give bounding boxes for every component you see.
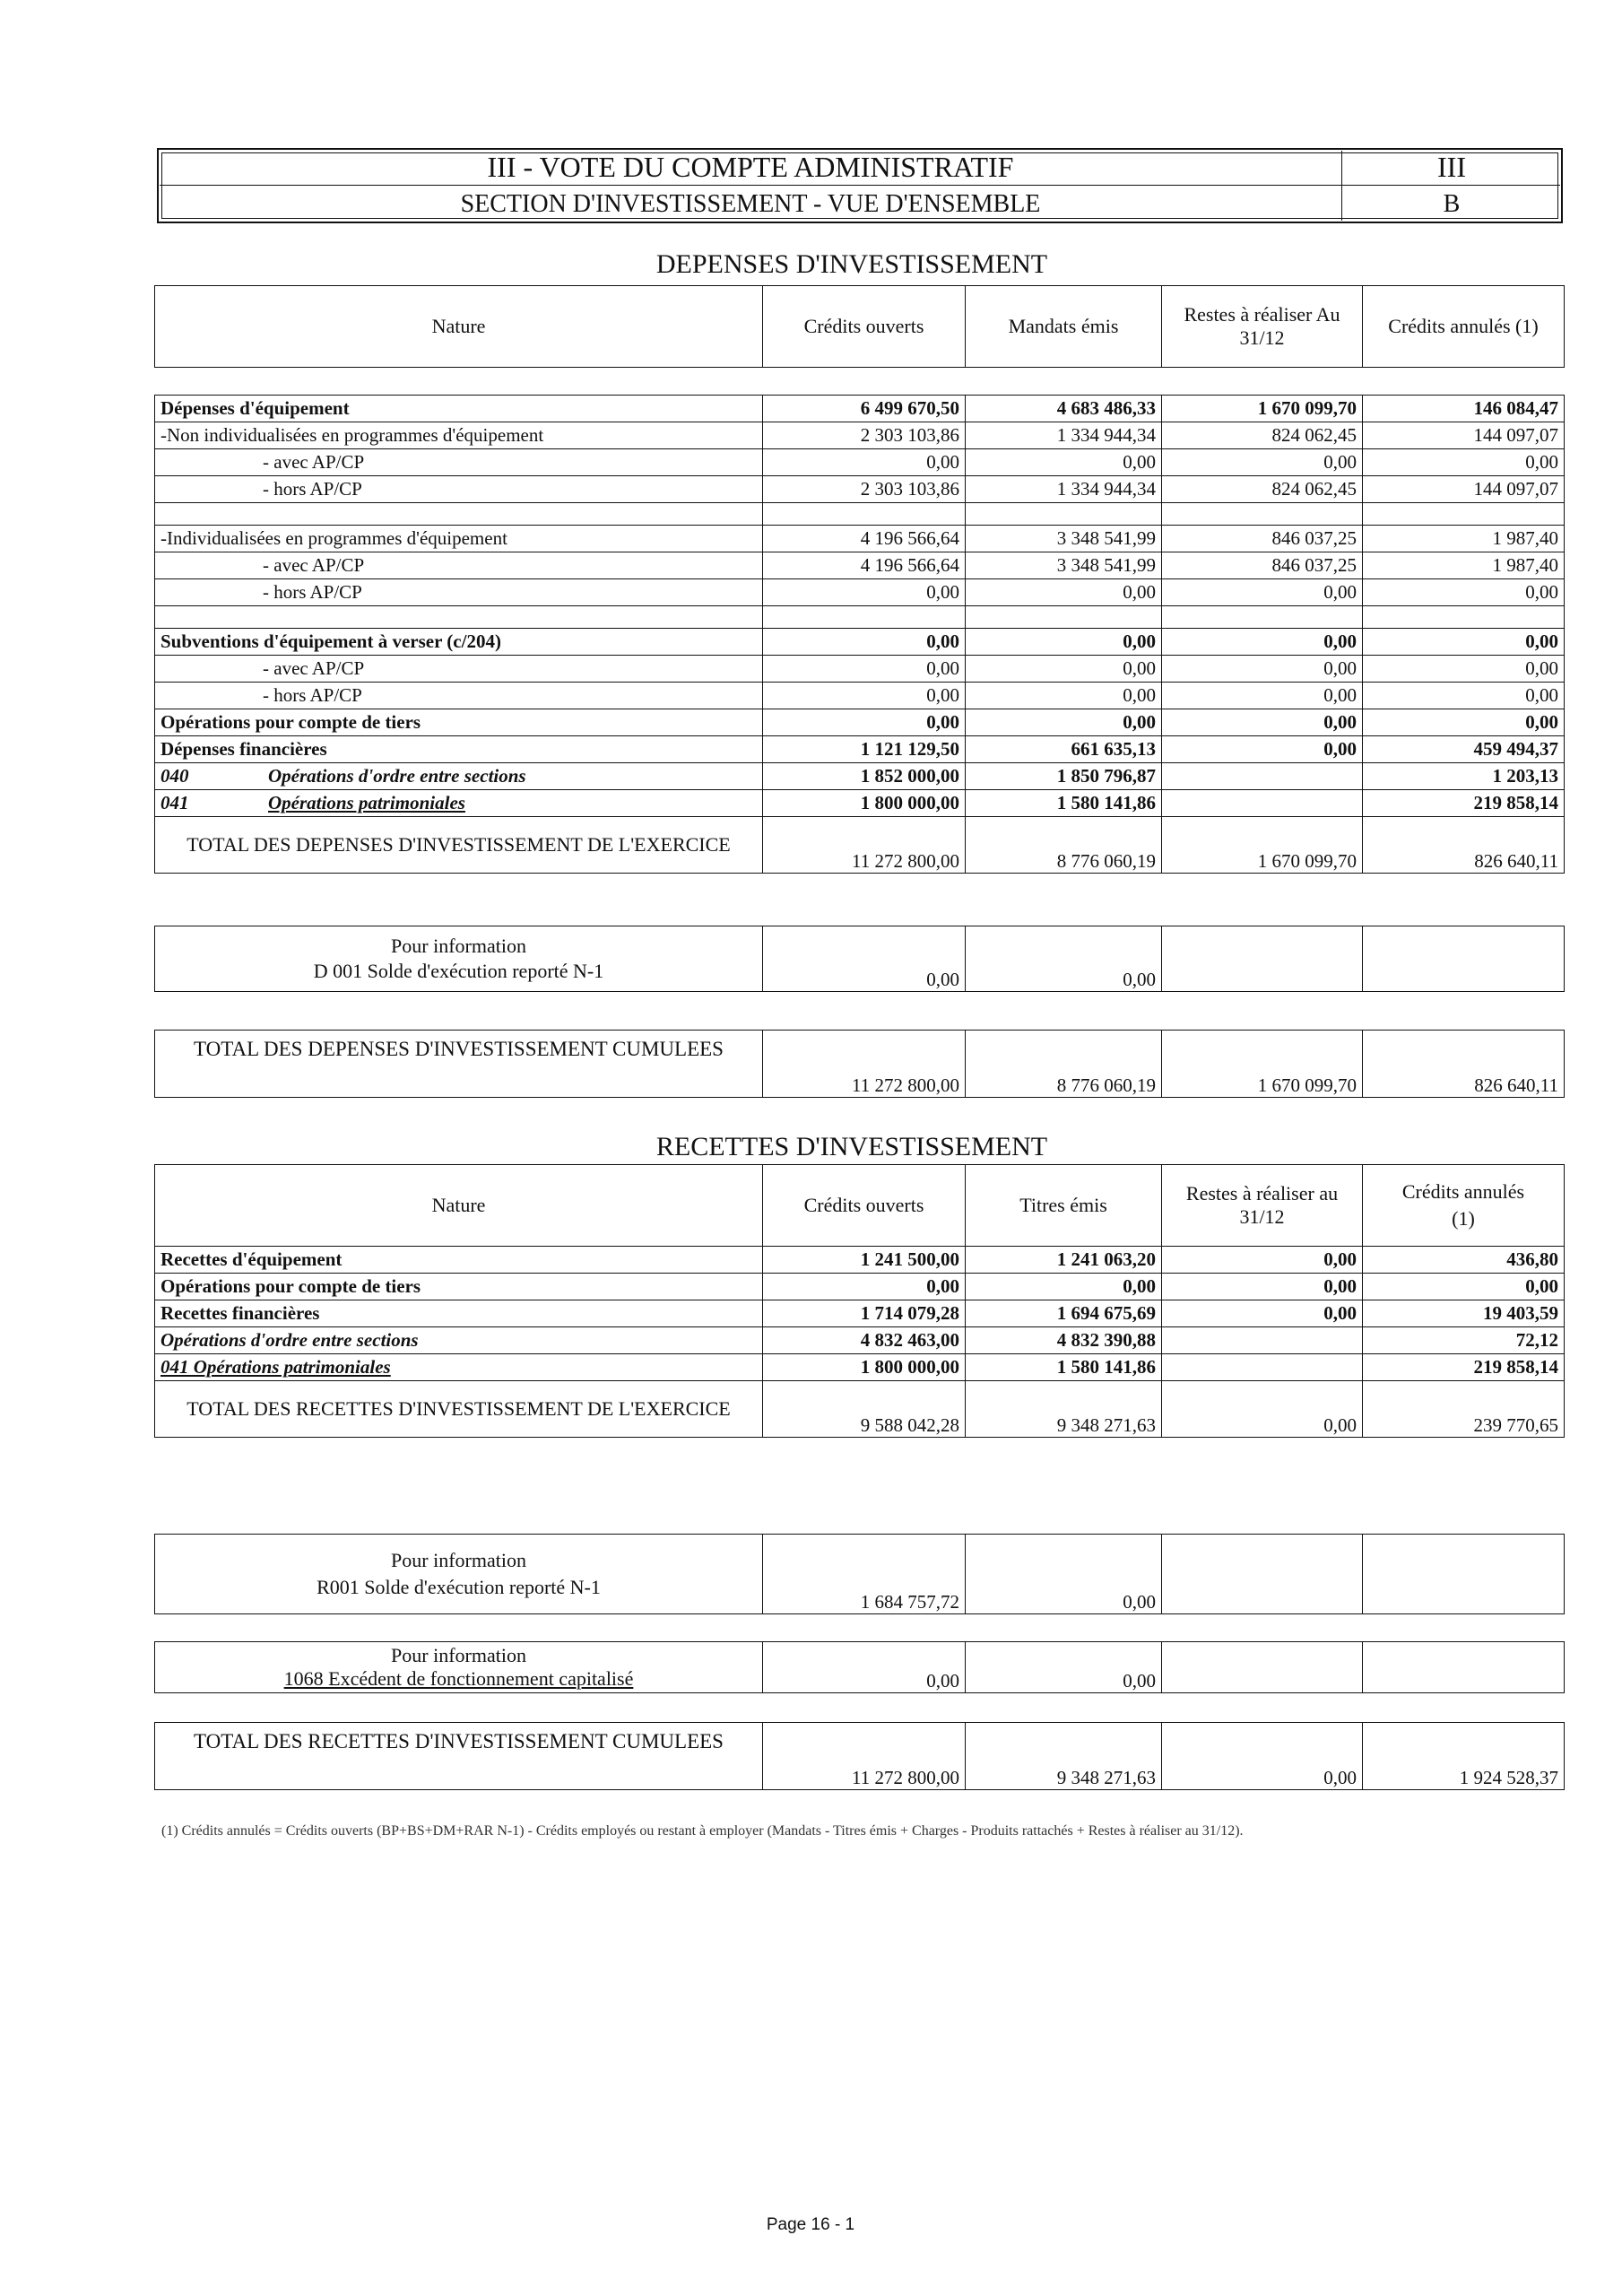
row-value: 0,00 (1162, 449, 1363, 476)
recettes-col-credits: Crédits ouverts (763, 1165, 966, 1247)
table-row (155, 763, 1565, 790)
row-value: 0,00 (1363, 1274, 1565, 1300)
depenses-info-restes (1162, 926, 1363, 992)
recettes-info1-titres: 0,00 (966, 1535, 1162, 1614)
row-value: 0,00 (1162, 1274, 1363, 1300)
row-value: 4 832 463,00 (763, 1327, 966, 1354)
row-value: 0,00 (966, 1274, 1162, 1300)
recettes-info2-titres: 0,00 (966, 1642, 1162, 1693)
row-value: 2 303 103,86 (763, 476, 966, 503)
table-row (155, 709, 1565, 736)
row-value: 6 499 670,50 (763, 396, 966, 422)
depenses-total-mandats: 8 776 060,19 (966, 817, 1162, 874)
row-value (1162, 790, 1363, 817)
row-value: 824 062,45 (1162, 422, 1363, 449)
recettes-info1-annules (1363, 1535, 1565, 1614)
row-label: - hors AP/CP (155, 683, 763, 709)
row-value: 0,00 (966, 709, 1162, 736)
row-label: -Individualisées en programmes d'équipement (155, 526, 763, 552)
row-label: - avec AP/CP (155, 449, 763, 476)
recettes-col-titres: Titres émis (966, 1165, 1162, 1247)
depenses-info-label (155, 926, 763, 992)
row-value: 846 037,25 (1162, 552, 1363, 579)
recettes-cumul-label: TOTAL DES RECETTES D'INVESTISSEMENT CUMULEES (155, 1723, 763, 1790)
table-row (155, 656, 1565, 683)
row-value (1162, 1327, 1363, 1354)
page-title: III - VOTE DU COMPTE ADMINISTRATIF (487, 151, 1014, 183)
depenses-total-credits: 11 272 800,00 (763, 817, 966, 874)
row-value: 0,00 (1363, 449, 1565, 476)
table-row (155, 790, 1565, 817)
row-value: 1 694 675,69 (966, 1300, 1162, 1327)
page-subtitle: SECTION D'INVESTISSEMENT - VUE D'ENSEMBLE (460, 190, 1041, 218)
depenses-cumul-credits: 11 272 800,00 (763, 1031, 966, 1098)
row-value: 0,00 (763, 579, 966, 606)
row-value: 4 683 486,33 (966, 396, 1162, 422)
recettes-info1-credits: 1 684 757,72 (763, 1535, 966, 1614)
table-row (155, 526, 1565, 552)
recettes-total-annules: 239 770,65 (1363, 1381, 1565, 1438)
row-label: Dépenses financières (155, 736, 763, 763)
table-row (155, 396, 1565, 422)
row-label: - hors AP/CP (155, 579, 763, 606)
row-value: 459 494,37 (1363, 736, 1565, 763)
recettes-info1-restes (1162, 1535, 1363, 1614)
row-value: 1 121 129,50 (763, 736, 966, 763)
row-value: 0,00 (763, 656, 966, 683)
depenses-col-mandats: Mandats émis (966, 286, 1162, 368)
row-value: 144 097,07 (1363, 476, 1565, 503)
depenses-total-label: TOTAL DES DEPENSES D'INVESTISSEMENT DE L'EXERCICE (155, 817, 763, 874)
row-value: 3 348 541,99 (966, 552, 1162, 579)
row-value: 846 037,25 (1162, 526, 1363, 552)
row-value (1162, 763, 1363, 790)
row-value: 0,00 (1363, 656, 1565, 683)
row-value: 4 832 390,88 (966, 1327, 1162, 1354)
table-row (155, 1300, 1565, 1327)
row-value: 19 403,59 (1363, 1300, 1565, 1327)
depenses-col-annules: Crédits annulés (1) (1363, 286, 1565, 368)
depenses-info-table (154, 926, 1565, 992)
row-value: 1 987,40 (1363, 526, 1565, 552)
row-value: 0,00 (763, 1274, 966, 1300)
row-value: 0,00 (966, 449, 1162, 476)
depenses-header-table (154, 285, 1565, 368)
row-value: 661 635,13 (966, 736, 1162, 763)
row-value: 0,00 (1162, 736, 1363, 763)
row-value: 1 714 079,28 (763, 1300, 966, 1327)
row-value: 0,00 (1162, 1247, 1363, 1274)
recettes-info2-label-1: Pour information (391, 1644, 526, 1666)
table-row (155, 1327, 1565, 1354)
recettes-total-credits: 9 588 042,28 (763, 1381, 966, 1438)
row-value: 146 084,47 (1363, 396, 1565, 422)
depenses-info-annules (1363, 926, 1565, 992)
row-value: 1 580 141,86 (966, 790, 1162, 817)
recettes-info2-table (154, 1641, 1565, 1693)
row-label: - hors AP/CP (155, 476, 763, 503)
row-value: 0,00 (966, 656, 1162, 683)
page-number: Page 16 - 1 (766, 2215, 855, 2234)
recettes-info2-label-2: 1068 Excédent de fonctionnement capitalisé (283, 1667, 634, 1690)
recettes-cumul-titres: 9 348 271,63 (966, 1723, 1162, 1790)
row-value: 0,00 (763, 629, 966, 656)
row-value: 2 303 103,86 (763, 422, 966, 449)
recettes-cumul-restes: 0,00 (1162, 1723, 1363, 1790)
row-label: Recettes d'équipement (155, 1247, 763, 1274)
row-value: 1 852 000,00 (763, 763, 966, 790)
row-label (155, 790, 763, 817)
row-value: 4 196 566,64 (763, 552, 966, 579)
depenses-cumul-mandats: 8 776 060,19 (966, 1031, 1162, 1098)
row-value: 436,80 (1363, 1247, 1565, 1274)
row-code: 041 (160, 792, 189, 813)
row-label: Opérations pour compte de tiers (155, 709, 763, 736)
header-code-bottom: B (1443, 190, 1461, 218)
depenses-cumul-annules: 826 640,11 (1363, 1031, 1565, 1098)
row-value: 72,12 (1363, 1327, 1565, 1354)
table-spacer (155, 503, 1565, 526)
depenses-info-mandats: 0,00 (966, 926, 1162, 992)
row-code: 040 (160, 765, 189, 787)
row-value: 219 858,14 (1363, 790, 1565, 817)
row-value: 0,00 (966, 579, 1162, 606)
table-row (155, 579, 1565, 606)
recettes-info2-annules (1363, 1642, 1565, 1693)
row-value: 1 800 000,00 (763, 1354, 966, 1381)
row-value (1162, 1354, 1363, 1381)
row-value: 0,00 (966, 683, 1162, 709)
recettes-info2-restes (1162, 1642, 1363, 1693)
table-row (155, 629, 1565, 656)
recettes-info1-label-1: Pour information (391, 1549, 526, 1571)
row-label: Recettes financières (155, 1300, 763, 1327)
depenses-col-credits: Crédits ouverts (763, 286, 966, 368)
row-value: 0,00 (763, 709, 966, 736)
depenses-cumul-table (154, 1030, 1565, 1098)
depenses-total-annules: 826 640,11 (1363, 817, 1565, 874)
row-label: Opérations d'ordre entre sections (155, 1327, 763, 1354)
row-value: 1 241 063,20 (966, 1247, 1162, 1274)
recettes-total-restes: 0,00 (1162, 1381, 1363, 1438)
table-row (155, 552, 1565, 579)
row-value: 1 203,13 (1363, 763, 1565, 790)
row-value: 0,00 (1162, 683, 1363, 709)
row-value: 144 097,07 (1363, 422, 1565, 449)
depenses-info-label-1: Pour information (391, 935, 526, 957)
row-value: 0,00 (763, 683, 966, 709)
depenses-col-nature: Nature (155, 286, 763, 368)
table-row (155, 683, 1565, 709)
row-value: 1 334 944,34 (966, 422, 1162, 449)
recettes-cumul-annules: 1 924 528,37 (1363, 1723, 1565, 1790)
row-value: 0,00 (1162, 656, 1363, 683)
depenses-info-label-2: D 001 Solde d'exécution reporté N-1 (313, 960, 604, 982)
depenses-total-restes: 1 670 099,70 (1162, 817, 1363, 874)
row-value: 1 670 099,70 (1162, 396, 1363, 422)
table-row (155, 1274, 1565, 1300)
depenses-table (154, 395, 1565, 874)
row-label: -Non individualisées en programmes d'équipement (155, 422, 763, 449)
row-value: 0,00 (1363, 683, 1565, 709)
row-value: 0,00 (1162, 1300, 1363, 1327)
table-row (155, 1247, 1565, 1274)
table-spacer (155, 606, 1565, 629)
row-value: 0,00 (1363, 709, 1565, 736)
row-value: 1 334 944,34 (966, 476, 1162, 503)
recettes-col-nature: Nature (155, 1165, 763, 1247)
row-value: 0,00 (1162, 579, 1363, 606)
row-label: Subventions d'équipement à verser (c/204) (155, 629, 763, 656)
table-row (155, 476, 1565, 503)
recettes-cumul-table (154, 1722, 1565, 1790)
row-value: 219 858,14 (1363, 1354, 1565, 1381)
recettes-info2-credits: 0,00 (763, 1642, 966, 1693)
table-row (155, 736, 1565, 763)
row-label: - avec AP/CP (155, 552, 763, 579)
table-row (155, 449, 1565, 476)
table-row (155, 422, 1565, 449)
row-value: 824 062,45 (1162, 476, 1363, 503)
row-value: 1 241 500,00 (763, 1247, 966, 1274)
depenses-cumul-label: TOTAL DES DEPENSES D'INVESTISSEMENT CUMULEES (155, 1031, 763, 1098)
row-label-text: Opérations patrimoniales (268, 792, 465, 813)
recettes-info2-label (155, 1642, 763, 1693)
row-value: 1 580 141,86 (966, 1354, 1162, 1381)
recettes-col-annules: Crédits annulés (1) (1363, 1165, 1565, 1247)
table-row (155, 1354, 1565, 1381)
depenses-info-credits: 0,00 (763, 926, 966, 992)
depenses-cumul-restes: 1 670 099,70 (1162, 1031, 1363, 1098)
row-value: 1 850 796,87 (966, 763, 1162, 790)
footnote: (1) Crédits annulés = Crédits ouverts (BP+BS+DM+RAR N-1) - Crédits employés ou restant à employer (Mandats - Titres émis + Charges - Produits rattachés + Restes à réaliser au 31/12). (161, 1823, 1244, 1839)
depenses-section-title: DEPENSES D'INVESTISSEMENT (655, 249, 1048, 279)
recettes-table (154, 1164, 1565, 1438)
recettes-total-label: TOTAL DES RECETTES D'INVESTISSEMENT DE L'EXERCICE (155, 1381, 763, 1438)
row-value: 0,00 (763, 449, 966, 476)
row-value: 0,00 (1363, 579, 1565, 606)
header-code-top: III (1437, 151, 1466, 183)
row-label: Opérations pour compte de tiers (155, 1274, 763, 1300)
row-value: 1 800 000,00 (763, 790, 966, 817)
recettes-info1-label (155, 1535, 763, 1614)
recettes-total-titres: 9 348 271,63 (966, 1381, 1162, 1438)
recettes-col-restes: Restes à réaliser au 31/12 (1162, 1165, 1363, 1247)
row-label (155, 763, 763, 790)
row-value: 0,00 (1363, 629, 1565, 656)
row-value: 0,00 (1162, 709, 1363, 736)
row-value: 1 987,40 (1363, 552, 1565, 579)
row-label: - avec AP/CP (155, 656, 763, 683)
row-value: 0,00 (1162, 629, 1363, 656)
row-label: 041 Opérations patrimoniales (155, 1354, 763, 1381)
recettes-info1-label-2: R001 Solde d'exécution reporté N-1 (317, 1576, 601, 1598)
row-value: 3 348 541,99 (966, 526, 1162, 552)
recettes-info1-table (154, 1534, 1565, 1614)
row-value: 0,00 (966, 629, 1162, 656)
row-label: Dépenses d'équipement (155, 396, 763, 422)
recettes-cumul-credits: 11 272 800,00 (763, 1723, 966, 1790)
row-value: 4 196 566,64 (763, 526, 966, 552)
row-label-text: Opérations d'ordre entre sections (268, 765, 526, 787)
depenses-col-restes: Restes à réaliser Au 31/12 (1162, 286, 1363, 368)
recettes-section-title: RECETTES D'INVESTISSEMENT (655, 1132, 1048, 1161)
